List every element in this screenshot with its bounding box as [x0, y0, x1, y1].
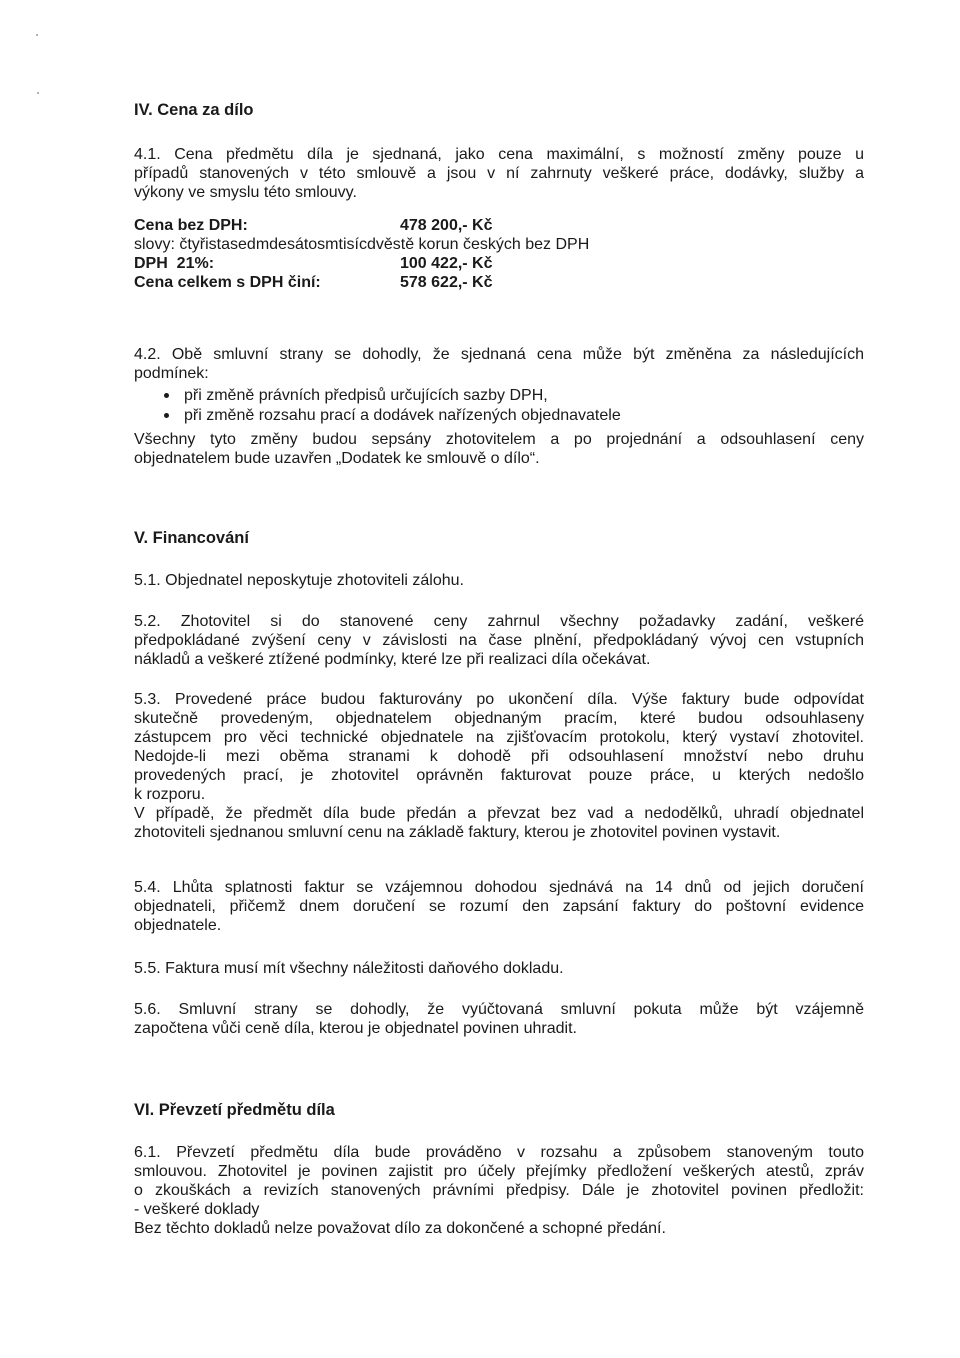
- paragraph-6-1: [134, 1143, 864, 1238]
- list-item: [134, 406, 621, 426]
- price-label: Cena bez DPH:: [134, 217, 248, 234]
- section-heading-v: V. Financování: [134, 529, 249, 547]
- paragraph-4-2-cont: [134, 430, 864, 468]
- section-heading-vi: VI. Převzetí předmětu díla: [134, 1101, 335, 1119]
- text-line: provedených prací, je zhotovitel oprávněn fakturovat pouze práce, u kterých nedošlo: [134, 767, 864, 784]
- text-line: Nedojde-li mezi oběma stranami k dohodě při odsouhlasení množství nebo druhu: [134, 748, 864, 765]
- paragraph-5-6: [134, 1000, 864, 1038]
- text-line: nákladů a veškeré ztížené podmínky, které lze při realizaci díla očekávat.: [134, 651, 651, 668]
- price-row-celkem: [134, 273, 864, 292]
- text-line: 5.2. Zhotovitel si do stanovené ceny zahrnul všechny požadavky zadání, veškeré: [134, 613, 864, 630]
- price-table: [134, 216, 864, 292]
- text-line: předpokládané zvýšení ceny v závislosti na čase plnění, předpokládaný vývoj cen vstupních: [134, 632, 864, 649]
- bullet-list: [134, 386, 621, 426]
- paragraph-4-2: [134, 345, 864, 383]
- price-row-slovy: [134, 235, 864, 254]
- price-value: 478 200,- Kč: [400, 217, 493, 234]
- bullet-icon: [164, 413, 169, 418]
- price-row-dph: [134, 254, 864, 273]
- text-line: skutečně provedeným, objednatelem objednaným pracím, které budou odsouhlaseny: [134, 710, 864, 727]
- text-line: 5.5. Faktura musí mít všechny náležitosti daňového dokladu.: [134, 960, 564, 977]
- price-label: DPH 21%:: [134, 255, 215, 272]
- section-heading-iv: IV. Cena za dílo: [134, 101, 254, 119]
- text-line: 5.6. Smluvní strany se dohodly, že vyúčtovaná smluvní pokuta může být vzájemně: [134, 1001, 864, 1018]
- scan-speck: [37, 92, 39, 94]
- text-line: smlouvou. Zhotovitel je povinen zajistit pro účely přejímky předložení veškerých atestů, zpráv: [134, 1163, 864, 1180]
- text-line: V případě, že předmět díla bude předán a převzat bez vad a nedodělků, uhradí objednatel: [134, 805, 864, 822]
- text-line: 4.2. Obě smluvní strany se dohodly, že sjednaná cena může být změněna za následujících: [134, 346, 864, 363]
- text-line: Všechny tyto změny budou sepsány zhotovitelem a po projednání a odsouhlasení ceny: [134, 431, 864, 448]
- text-line: objednateli, přičemž dnem doručení se rozumí den zapsání faktury do poštovní evidence: [134, 898, 864, 915]
- text-line: 6.1. Převzetí předmětu díla bude prováděno v rozsahu a způsobem stanoveným touto: [134, 1144, 864, 1161]
- price-value: 100 422,- Kč: [400, 255, 493, 272]
- bullet-icon: [164, 393, 169, 398]
- text-line: případů stanovených v této smlouvě a jsou v ní zahrnuty veškeré práce, dodávky, služby a: [134, 165, 864, 182]
- text-line: k rozporu.: [134, 786, 206, 803]
- text-line: zhotoviteli sjednanou smluvní cenu na základě faktury, kterou je zhotovitel povinen vystavit.: [134, 824, 781, 841]
- text-line: objednatelem bude uzavřen „Dodatek ke smlouvě o dílo“.: [134, 450, 540, 467]
- paragraph-5-1: [134, 571, 864, 590]
- text-line: 5.4. Lhůta splatnosti faktur se vzájemnou dohodou sjednává na 14 dnů od jejich doručení: [134, 879, 864, 896]
- paragraph-5-4: [134, 878, 864, 935]
- text-line: podmínek:: [134, 365, 209, 382]
- paragraph-5-3: [134, 690, 864, 842]
- text-line: výkony ve smyslu této smlouvy.: [134, 184, 357, 201]
- text-line: Bez těchto dokladů nelze považovat dílo za dokončené a schopné předání.: [134, 1220, 666, 1237]
- paragraph-4-1: [134, 145, 864, 202]
- scan-speck: [36, 34, 38, 36]
- price-row-bez-dph: [134, 216, 864, 235]
- text-line: zástupcem pro věci technické objednatele na zjišťovacím protokolu, který vystaví zhotovitel.: [134, 729, 864, 746]
- text-line: 4.1. Cena předmětu díla je sjednaná, jako cena maximální, s možností změny pouze u: [134, 146, 864, 163]
- text-line: 5.3. Provedené práce budou fakturovány po ukončení díla. Výše faktury bude odpovídat: [134, 691, 864, 708]
- text-line: objednatele.: [134, 917, 222, 934]
- list-item: [134, 386, 621, 406]
- price-label: Cena celkem s DPH činí:: [134, 274, 321, 291]
- list-item-text: při změně právních předpisů určujících sazby DPH,: [184, 387, 548, 404]
- text-line: o zkouškách a revizích stanovených právními předpisy. Dále je zhotovitel povinen předložit:: [134, 1182, 864, 1199]
- text-line: 5.1. Objednatel neposkytuje zhotoviteli zálohu.: [134, 572, 464, 589]
- list-item-text: při změně rozsahu prací a dodávek nařízených objednavatele: [184, 407, 621, 424]
- text-line: započtena vůči ceně díla, kterou je objednatel povinen uhradit.: [134, 1020, 577, 1037]
- paragraph-5-2: [134, 612, 864, 669]
- text-line: - veškeré doklady: [134, 1201, 260, 1218]
- price-value: 578 622,- Kč: [400, 274, 493, 291]
- paragraph-5-5: [134, 959, 864, 978]
- price-in-words: slovy: čtyřistasedmdesátosmtisícdvěstě korun českých bez DPH: [134, 236, 590, 253]
